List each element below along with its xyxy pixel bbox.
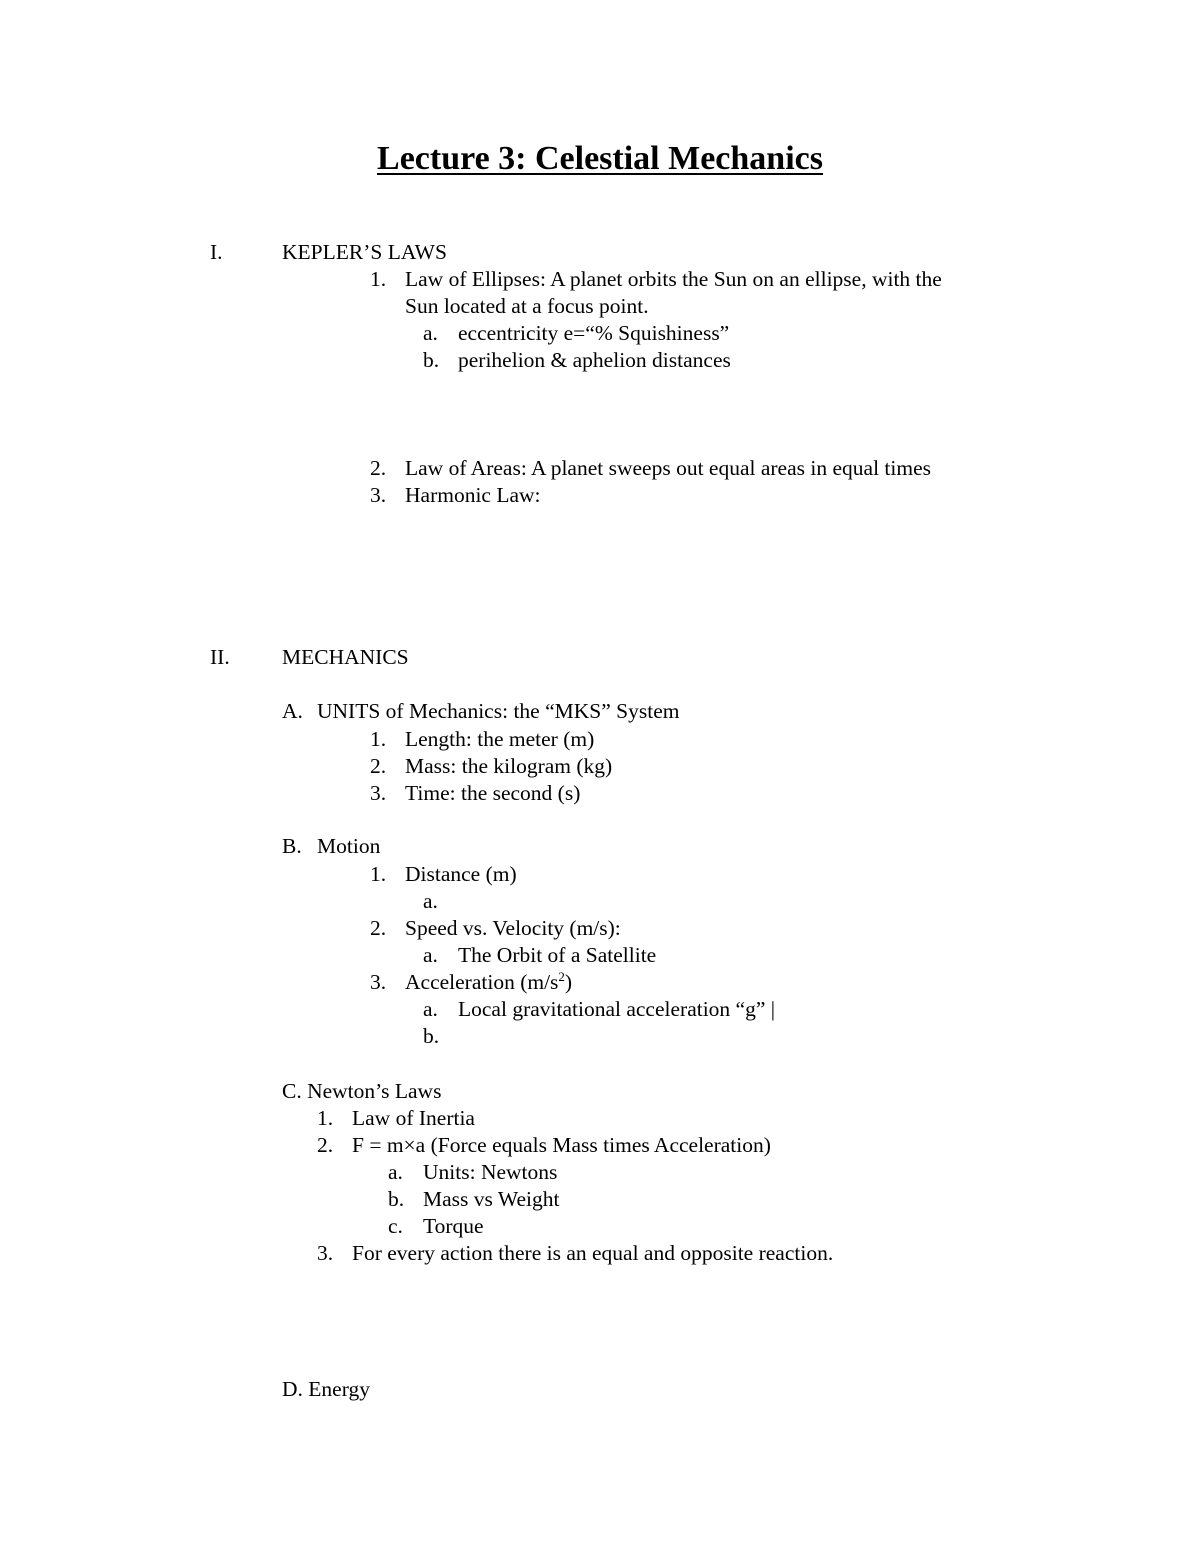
section-heading: MECHANICS [282, 645, 409, 669]
list-item-text: Law of Areas: A planet sweeps out equal areas in equal times [405, 456, 931, 480]
list-number: 3. [370, 483, 387, 507]
list-number: 1. [317, 1106, 334, 1130]
sub-item-text: Units: Newtons [423, 1160, 558, 1184]
acceleration-text: Acceleration (m/s [405, 970, 559, 994]
list-item-text: Distance (m) [405, 862, 517, 886]
subsection-title: Motion [317, 834, 381, 858]
sub-item-text: perihelion & aphelion distances [458, 348, 731, 372]
list-item-text: Time: the second (s) [405, 781, 581, 805]
sub-item-letter: b. [388, 1187, 405, 1211]
subsection-label: A. [282, 699, 303, 723]
list-item-text: Length: the meter (m) [405, 727, 595, 751]
list-item-text [405, 968, 572, 996]
list-item-text-continued: Sun located at a focus point. [405, 294, 649, 318]
list-item-text: Mass: the kilogram (kg) [405, 754, 613, 778]
list-item-text: Harmonic Law: [405, 483, 541, 507]
list-number: 3. [317, 1241, 334, 1265]
list-number: 1. [370, 862, 387, 886]
sub-item-letter: a. [423, 997, 438, 1021]
sub-item-text: The Orbit of a Satellite [458, 943, 657, 967]
sub-item-letter: a. [423, 321, 438, 345]
list-item-text: Law of Inertia [352, 1106, 475, 1130]
subsection-title: C. Newton’s Laws [282, 1079, 442, 1103]
section-numeral: I. [210, 240, 223, 264]
sub-item-letter: b. [423, 1024, 440, 1048]
list-number: 3. [370, 970, 387, 994]
sub-item-text: Local gravitational acceleration “g” | [458, 997, 776, 1021]
section-numeral: II. [210, 645, 230, 669]
list-item-text: For every action there is an equal and opposite reaction. [352, 1241, 834, 1265]
page-title: Lecture 3: Celestial Mechanics [377, 140, 823, 177]
sub-item-letter: a. [423, 943, 438, 967]
list-number: 1. [370, 267, 387, 291]
sub-item-letter: b. [423, 348, 440, 372]
list-number: 2. [317, 1133, 334, 1157]
list-item-text: Speed vs. Velocity (m/s): [405, 916, 621, 940]
list-item-text: F = m×a (Force equals Mass times Acceleration) [352, 1133, 771, 1157]
subsection-title: UNITS of Mechanics: the “MKS” System [317, 699, 680, 723]
acceleration-text-after: ) [564, 970, 573, 994]
list-number: 1. [370, 727, 387, 751]
sub-item-letter: c. [388, 1214, 403, 1238]
section-heading: KEPLER’S LAWS [282, 240, 447, 264]
sub-item-text: Torque [423, 1214, 484, 1238]
sub-item-text: eccentricity e=“% Squishiness” [458, 321, 730, 345]
superscript-exponent: 2 [558, 968, 565, 984]
sub-item-letter: a. [388, 1160, 403, 1184]
list-number: 3. [370, 781, 387, 805]
list-number: 2. [370, 456, 387, 480]
list-number: 2. [370, 754, 387, 778]
subsection-label: B. [282, 834, 302, 858]
sub-item-letter: a. [423, 889, 438, 913]
sub-item-text: Mass vs Weight [423, 1187, 560, 1211]
list-item-text: Law of Ellipses: A planet orbits the Sun on an ellipse, with the [405, 267, 942, 291]
list-number: 2. [370, 916, 387, 940]
subsection-title: D. Energy [282, 1377, 370, 1401]
